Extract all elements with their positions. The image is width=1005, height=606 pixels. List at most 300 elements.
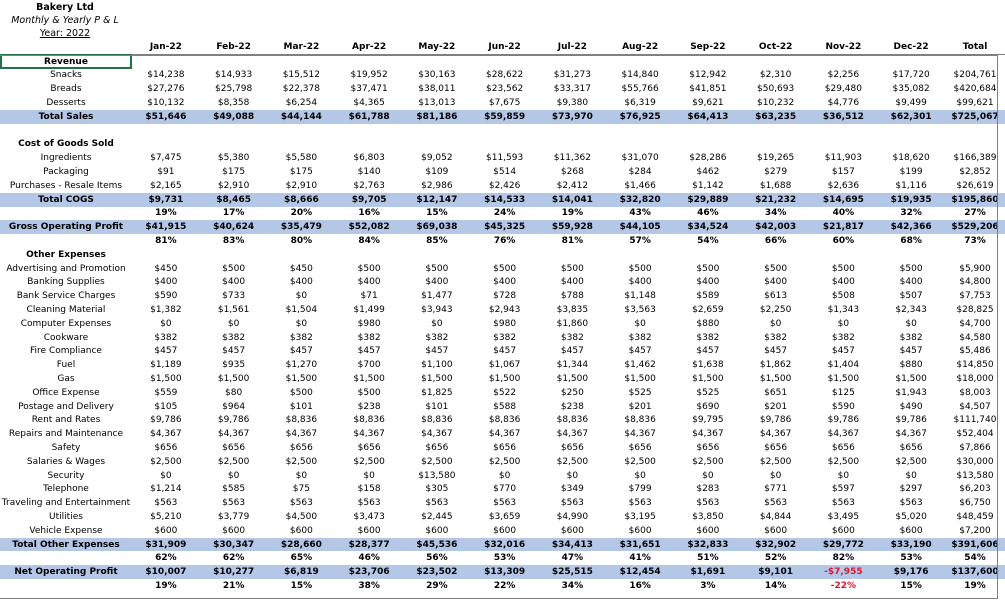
row-label[interactable]: Total Other Expenses <box>0 538 132 552</box>
value-cell[interactable]: $2,500 <box>895 456 927 467</box>
column-header[interactable]: Mar-22 <box>267 40 335 54</box>
value-cell[interactable]: $500 <box>357 387 381 398</box>
value-cell[interactable]: $14,533 <box>471 193 539 207</box>
row-label[interactable]: Bank Service Charges <box>16 291 116 302</box>
value-cell[interactable]: $2,500 <box>285 456 318 467</box>
value-cell[interactable]: $457 <box>289 346 313 357</box>
row-label[interactable]: Desserts <box>46 98 86 109</box>
value-cell[interactable]: 51% <box>697 553 719 564</box>
value-cell[interactable] <box>267 248 335 262</box>
value-cell[interactable]: $33,190 <box>877 538 945 552</box>
value-cell[interactable]: $64,413 <box>674 110 742 124</box>
value-cell[interactable]: $9,499 <box>895 98 927 109</box>
value-cell[interactable]: $525 <box>628 387 652 398</box>
value-cell[interactable]: $6,819 <box>267 565 335 579</box>
value-cell[interactable]: $44,105 <box>606 220 674 234</box>
value-cell[interactable]: $4,367 <box>692 429 724 440</box>
value-cell[interactable]: $590 <box>154 291 178 302</box>
column-header[interactable]: Feb-22 <box>200 40 268 54</box>
value-cell[interactable] <box>335 138 403 152</box>
value-cell[interactable]: $400 <box>696 277 720 288</box>
value-cell[interactable]: $1,500 <box>285 374 318 385</box>
value-cell[interactable]: $600 <box>560 525 584 536</box>
value-cell[interactable]: $2,636 <box>827 180 860 191</box>
value-cell[interactable]: 53% <box>493 553 516 564</box>
value-cell[interactable]: $1,943 <box>895 387 927 398</box>
column-header[interactable]: Dec-22 <box>877 40 945 54</box>
value-cell[interactable]: $3,779 <box>217 511 250 522</box>
value-cell[interactable]: $0 <box>295 318 308 329</box>
value-cell[interactable]: $23,562 <box>486 84 524 95</box>
value-cell[interactable]: $0 <box>431 318 443 329</box>
value-cell[interactable]: $250 <box>560 387 584 398</box>
value-cell[interactable]: $585 <box>222 484 246 495</box>
value-cell[interactable]: $5,380 <box>217 153 250 164</box>
value-cell[interactable]: 19% <box>155 580 177 591</box>
value-cell[interactable]: $9,380 <box>556 98 589 109</box>
value-cell[interactable]: $500 <box>831 263 855 274</box>
value-cell[interactable] <box>200 54 268 68</box>
value-cell[interactable]: $268 <box>560 167 584 178</box>
value-cell[interactable]: $5,020 <box>895 511 927 522</box>
value-cell[interactable]: $59,859 <box>471 110 539 124</box>
value-cell[interactable]: $2,412 <box>556 180 589 191</box>
value-cell[interactable]: $656 <box>831 443 855 453</box>
value-cell[interactable]: $8,836 <box>556 415 589 426</box>
value-cell[interactable]: $0 <box>295 470 308 481</box>
value-cell[interactable]: $0 <box>227 318 240 329</box>
value-cell[interactable]: $42,003 <box>742 220 810 234</box>
row-label[interactable]: Total Sales <box>0 110 132 124</box>
value-cell[interactable]: $5,580 <box>285 153 318 164</box>
value-cell[interactable] <box>403 54 471 68</box>
value-cell[interactable]: 68% <box>900 236 922 247</box>
value-cell[interactable]: -22% <box>830 580 856 591</box>
value-cell[interactable]: $11,903 <box>824 153 862 164</box>
value-cell[interactable]: $137,600 <box>945 565 1005 579</box>
value-cell[interactable]: $1,116 <box>895 180 927 191</box>
value-cell[interactable]: $1,691 <box>674 565 742 579</box>
value-cell[interactable]: $500 <box>696 263 720 274</box>
value-cell[interactable]: $500 <box>425 263 449 274</box>
value-cell[interactable] <box>742 248 810 262</box>
value-cell[interactable]: $2,659 <box>692 305 724 316</box>
value-cell[interactable]: $50,693 <box>757 84 795 95</box>
value-cell[interactable] <box>674 124 742 138</box>
value-cell[interactable]: $18,620 <box>892 153 930 164</box>
value-cell[interactable]: $52,404 <box>956 429 994 440</box>
value-cell[interactable]: $733 <box>222 291 246 302</box>
value-cell[interactable]: $1,477 <box>421 291 453 302</box>
value-cell[interactable]: $44,144 <box>267 110 335 124</box>
value-cell[interactable]: $1,504 <box>285 305 318 316</box>
value-cell[interactable]: $588 <box>493 401 517 412</box>
value-cell[interactable]: $4,367 <box>353 429 385 440</box>
value-cell[interactable] <box>742 138 810 152</box>
value-cell[interactable]: $2,500 <box>692 456 724 467</box>
value-cell[interactable]: $48,459 <box>956 511 994 522</box>
value-cell[interactable]: 60% <box>832 236 855 247</box>
value-cell[interactable]: $2,500 <box>421 456 453 467</box>
value-cell[interactable]: $42,366 <box>877 220 945 234</box>
column-header[interactable]: Apr-22 <box>335 40 403 54</box>
value-cell[interactable]: $0 <box>498 470 511 481</box>
row-label[interactable] <box>0 551 132 565</box>
value-cell[interactable]: $11,593 <box>486 153 524 164</box>
value-cell[interactable]: $75 <box>292 484 310 495</box>
row-label[interactable]: Snacks <box>50 70 82 81</box>
value-cell[interactable]: $283 <box>696 484 720 495</box>
value-cell[interactable]: $33,317 <box>553 84 591 95</box>
value-cell[interactable]: $349 <box>560 484 584 495</box>
value-cell[interactable]: 38% <box>358 580 380 591</box>
row-label[interactable]: Cost of Goods Sold <box>18 139 114 150</box>
value-cell[interactable]: $5,486 <box>959 346 991 357</box>
value-cell[interactable]: $4,367 <box>895 429 927 440</box>
value-cell[interactable]: $28,825 <box>956 305 994 316</box>
value-cell[interactable]: $1,688 <box>759 180 792 191</box>
value-cell[interactable]: $6,319 <box>624 98 656 109</box>
value-cell[interactable] <box>742 54 810 68</box>
row-label[interactable]: Packaging <box>43 167 89 178</box>
value-cell[interactable] <box>742 124 810 138</box>
value-cell[interactable]: $0 <box>295 291 308 302</box>
value-cell[interactable]: $13,309 <box>471 565 539 579</box>
value-cell[interactable]: $490 <box>899 401 923 412</box>
value-cell[interactable]: $2,986 <box>421 180 453 191</box>
value-cell[interactable]: 57% <box>629 236 651 247</box>
value-cell[interactable]: $3,835 <box>556 305 589 316</box>
value-cell[interactable] <box>132 54 200 68</box>
value-cell[interactable] <box>945 54 1005 68</box>
value-cell[interactable]: $4,367 <box>624 429 656 440</box>
value-cell[interactable]: $563 <box>289 498 313 509</box>
value-cell[interactable]: $400 <box>831 277 855 288</box>
value-cell[interactable]: $656 <box>493 443 517 453</box>
value-cell[interactable]: $0 <box>634 318 646 329</box>
value-cell[interactable]: $2,445 <box>421 511 453 522</box>
value-cell[interactable]: $31,070 <box>621 153 659 164</box>
value-cell[interactable]: $9,786 <box>217 415 250 426</box>
row-label[interactable]: Rent and Rates <box>31 415 101 426</box>
value-cell[interactable]: $725,067 <box>945 110 1005 124</box>
row-label[interactable]: Fire Compliance <box>30 346 102 357</box>
value-cell[interactable]: $23,706 <box>335 565 403 579</box>
value-cell[interactable] <box>945 248 1005 262</box>
value-cell[interactable]: $0 <box>160 470 172 481</box>
value-cell[interactable]: $4,367 <box>759 429 792 440</box>
value-cell[interactable]: $10,132 <box>147 98 185 109</box>
value-cell[interactable]: $8,836 <box>488 415 521 426</box>
value-cell[interactable]: $8,836 <box>421 415 453 426</box>
value-cell[interactable] <box>538 248 606 262</box>
value-cell[interactable]: $1,500 <box>827 374 860 385</box>
value-cell[interactable]: $2,310 <box>759 70 792 81</box>
value-cell[interactable]: $0 <box>566 470 579 481</box>
value-cell[interactable]: $1,499 <box>353 305 385 316</box>
value-cell[interactable]: 73% <box>964 236 986 247</box>
value-cell[interactable]: $3,850 <box>692 511 724 522</box>
value-cell[interactable]: $32,820 <box>606 193 674 207</box>
row-label[interactable]: Cleaning Material <box>26 305 106 316</box>
value-cell[interactable]: $7,675 <box>488 98 521 109</box>
value-cell[interactable]: $32,833 <box>674 538 742 552</box>
value-cell[interactable]: $656 <box>289 443 313 453</box>
value-cell[interactable] <box>674 54 742 68</box>
value-cell[interactable]: $8,003 <box>959 387 991 398</box>
value-cell[interactable]: $195,860 <box>945 193 1005 207</box>
value-cell[interactable]: $175 <box>222 167 246 178</box>
value-cell[interactable]: $4,580 <box>959 332 991 343</box>
value-cell[interactable]: $15,512 <box>282 70 320 81</box>
value-cell[interactable]: $563 <box>560 498 584 509</box>
value-cell[interactable]: $656 <box>899 443 923 453</box>
value-cell[interactable]: $457 <box>831 346 855 357</box>
value-cell[interactable]: $382 <box>764 332 788 343</box>
value-cell[interactable]: $1,148 <box>624 291 656 302</box>
value-cell[interactable]: 80% <box>290 236 313 247</box>
value-cell[interactable]: $980 <box>493 318 517 329</box>
row-label[interactable] <box>0 579 132 593</box>
row-label[interactable]: Cookware <box>43 332 89 343</box>
value-cell[interactable]: $9,176 <box>877 565 945 579</box>
value-cell[interactable]: $9,786 <box>827 415 860 426</box>
value-cell[interactable]: $656 <box>425 443 449 453</box>
value-cell[interactable]: $2,763 <box>353 180 385 191</box>
value-cell[interactable]: 82% <box>832 553 855 564</box>
value-cell[interactable]: $656 <box>560 443 584 453</box>
value-cell[interactable]: $400 <box>154 277 178 288</box>
value-cell[interactable]: $0 <box>363 470 375 481</box>
value-cell[interactable]: $0 <box>634 470 646 481</box>
value-cell[interactable]: 53% <box>900 553 922 564</box>
column-header[interactable]: Jan-22 <box>132 40 200 54</box>
value-cell[interactable]: $29,480 <box>824 84 862 95</box>
value-cell[interactable]: $771 <box>764 484 788 495</box>
value-cell[interactable]: $600 <box>696 525 720 536</box>
value-cell[interactable]: $14,238 <box>147 70 185 81</box>
value-cell[interactable]: $2,426 <box>488 180 521 191</box>
value-cell[interactable]: 17% <box>222 208 245 219</box>
row-label[interactable]: Purchases - Resale Items <box>9 180 123 191</box>
value-cell[interactable]: $1,067 <box>488 360 521 371</box>
value-cell[interactable]: $4,507 <box>959 401 991 412</box>
value-cell[interactable] <box>132 138 200 152</box>
value-cell[interactable]: $13,580 <box>956 470 994 481</box>
value-cell[interactable]: $7,866 <box>959 443 991 453</box>
value-cell[interactable]: $788 <box>560 291 584 302</box>
column-header[interactable]: Aug-22 <box>606 40 674 54</box>
value-cell[interactable]: $462 <box>696 167 720 178</box>
value-cell[interactable]: $656 <box>764 443 788 453</box>
value-cell[interactable]: $0 <box>160 318 172 329</box>
value-cell[interactable]: $656 <box>154 443 178 453</box>
value-cell[interactable]: $1,500 <box>895 374 927 385</box>
value-cell[interactable]: $19,265 <box>757 153 795 164</box>
row-label[interactable]: Breads <box>50 84 82 95</box>
row-label[interactable]: Salaries & Wages <box>26 456 106 467</box>
value-cell[interactable] <box>606 248 674 262</box>
value-cell[interactable]: $49,088 <box>200 110 268 124</box>
value-cell[interactable]: $6,203 <box>959 484 991 495</box>
value-cell[interactable]: $140 <box>357 167 381 178</box>
value-cell[interactable]: $29,772 <box>809 538 877 552</box>
value-cell[interactable]: $457 <box>154 346 178 357</box>
value-cell[interactable]: $1,500 <box>692 374 724 385</box>
value-cell[interactable]: $80 <box>225 387 243 398</box>
value-cell[interactable]: $1,344 <box>556 360 589 371</box>
value-cell[interactable]: 84% <box>358 236 380 247</box>
value-cell[interactable]: $0 <box>837 318 850 329</box>
value-cell[interactable]: $1,500 <box>488 374 521 385</box>
value-cell[interactable]: $600 <box>493 525 517 536</box>
value-cell[interactable] <box>267 54 335 68</box>
value-cell[interactable]: $9,705 <box>335 193 403 207</box>
value-cell[interactable]: $1,860 <box>556 318 589 329</box>
value-cell[interactable]: $382 <box>154 332 178 343</box>
value-cell[interactable]: $63,235 <box>742 110 810 124</box>
value-cell[interactable]: $4,367 <box>488 429 521 440</box>
value-cell[interactable]: $71 <box>360 291 378 302</box>
value-cell[interactable] <box>267 138 335 152</box>
value-cell[interactable]: $14,041 <box>538 193 606 207</box>
value-cell[interactable]: $2,500 <box>150 456 182 467</box>
value-cell[interactable]: 54% <box>697 236 719 247</box>
value-cell[interactable] <box>809 124 877 138</box>
row-label[interactable]: Banking Supplies <box>27 277 105 288</box>
value-cell[interactable]: $30,000 <box>956 456 994 467</box>
row-label[interactable]: Repairs and Maintenance <box>8 429 124 440</box>
value-cell[interactable]: $9,621 <box>692 98 724 109</box>
value-cell[interactable] <box>674 138 742 152</box>
value-cell[interactable]: $391,606 <box>945 538 1005 552</box>
value-cell[interactable]: $23,502 <box>403 565 471 579</box>
value-cell[interactable]: $297 <box>899 484 923 495</box>
header-corner-cell[interactable] <box>0 40 132 54</box>
value-cell[interactable]: $0 <box>769 470 782 481</box>
value-cell[interactable]: $7,475 <box>150 153 182 164</box>
value-cell[interactable]: $700 <box>357 360 381 371</box>
row-label[interactable]: Postage and Delivery <box>18 401 114 412</box>
value-cell[interactable]: $600 <box>357 525 381 536</box>
value-cell[interactable]: $382 <box>560 332 584 343</box>
value-cell[interactable]: $27,276 <box>147 84 185 95</box>
value-cell[interactable]: $2,500 <box>827 456 860 467</box>
value-cell[interactable]: $5,900 <box>959 263 991 274</box>
value-cell[interactable] <box>335 248 403 262</box>
value-cell[interactable]: $2,500 <box>217 456 250 467</box>
value-cell[interactable]: $28,622 <box>486 70 524 81</box>
value-cell[interactable]: $3,495 <box>827 511 860 522</box>
value-cell[interactable]: 14% <box>764 580 787 591</box>
value-cell[interactable]: $1,343 <box>827 305 860 316</box>
value-cell[interactable]: $3,563 <box>624 305 656 316</box>
value-cell[interactable]: $382 <box>493 332 517 343</box>
value-cell[interactable]: $1,500 <box>217 374 250 385</box>
value-cell[interactable] <box>200 138 268 152</box>
value-cell[interactable] <box>132 248 200 262</box>
value-cell[interactable]: $26,619 <box>956 180 994 191</box>
value-cell[interactable]: $73,970 <box>538 110 606 124</box>
value-cell[interactable]: $8,836 <box>624 415 656 426</box>
value-cell[interactable]: 83% <box>222 236 245 247</box>
value-cell[interactable]: $1,462 <box>624 360 656 371</box>
value-cell[interactable]: $0 <box>905 318 917 329</box>
value-cell[interactable]: $382 <box>831 332 855 343</box>
value-cell[interactable]: $2,910 <box>285 180 318 191</box>
value-cell[interactable]: $457 <box>628 346 652 357</box>
value-cell[interactable]: $400 <box>628 277 652 288</box>
value-cell[interactable]: $101 <box>425 401 449 412</box>
value-cell[interactable]: $656 <box>222 443 246 453</box>
value-cell[interactable]: $14,840 <box>621 70 659 81</box>
value-cell[interactable]: $1,466 <box>624 180 656 191</box>
value-cell[interactable]: $125 <box>831 387 855 398</box>
value-cell[interactable]: $589 <box>696 291 720 302</box>
row-label[interactable]: Gas <box>57 374 75 385</box>
value-cell[interactable]: $500 <box>222 263 246 274</box>
value-cell[interactable]: $12,454 <box>606 565 674 579</box>
value-cell[interactable]: $400 <box>764 277 788 288</box>
value-cell[interactable]: $22,378 <box>282 84 320 95</box>
value-cell[interactable]: $656 <box>357 443 381 453</box>
value-cell[interactable]: $563 <box>154 498 178 509</box>
value-cell[interactable]: $1,500 <box>759 374 792 385</box>
value-cell[interactable]: $175 <box>289 167 313 178</box>
value-cell[interactable]: $500 <box>357 263 381 274</box>
value-cell[interactable]: $8,358 <box>217 98 250 109</box>
value-cell[interactable] <box>200 124 268 138</box>
value-cell[interactable]: $400 <box>289 277 313 288</box>
value-cell[interactable]: $507 <box>899 291 923 302</box>
value-cell[interactable]: $1,500 <box>556 374 589 385</box>
value-cell[interactable]: $9,101 <box>742 565 810 579</box>
value-cell[interactable]: $597 <box>831 484 855 495</box>
value-cell[interactable]: 76% <box>493 236 516 247</box>
row-label[interactable]: Office Expense <box>32 387 100 398</box>
value-cell[interactable]: $563 <box>696 498 720 509</box>
value-cell[interactable]: $1,500 <box>421 374 453 385</box>
value-cell[interactable]: $500 <box>560 263 584 274</box>
value-cell[interactable] <box>674 248 742 262</box>
value-cell[interactable] <box>200 248 268 262</box>
value-cell[interactable]: $31,273 <box>553 70 591 81</box>
value-cell[interactable]: $158 <box>357 484 381 495</box>
value-cell[interactable]: $382 <box>628 332 652 343</box>
value-cell[interactable]: 81% <box>561 236 584 247</box>
value-cell[interactable]: $563 <box>357 498 381 509</box>
value-cell[interactable]: $400 <box>222 277 246 288</box>
value-cell[interactable]: $563 <box>425 498 449 509</box>
value-cell[interactable]: $457 <box>899 346 923 357</box>
row-label[interactable]: Ingredients <box>40 153 92 164</box>
value-cell[interactable]: $2,500 <box>759 456 792 467</box>
value-cell[interactable]: 65% <box>290 553 313 564</box>
value-cell[interactable]: $41,851 <box>689 84 727 95</box>
value-cell[interactable] <box>471 138 539 152</box>
row-label[interactable]: Utilities <box>49 511 83 522</box>
value-cell[interactable]: $279 <box>764 167 788 178</box>
value-cell[interactable]: $563 <box>831 498 855 509</box>
value-cell[interactable]: $69,038 <box>403 220 471 234</box>
value-cell[interactable]: $2,943 <box>488 305 521 316</box>
value-cell[interactable] <box>335 124 403 138</box>
value-cell[interactable]: $28,377 <box>335 538 403 552</box>
value-cell[interactable]: $1,862 <box>759 360 792 371</box>
value-cell[interactable]: 46% <box>358 553 380 564</box>
value-cell[interactable] <box>538 138 606 152</box>
value-cell[interactable]: $1,825 <box>421 387 453 398</box>
